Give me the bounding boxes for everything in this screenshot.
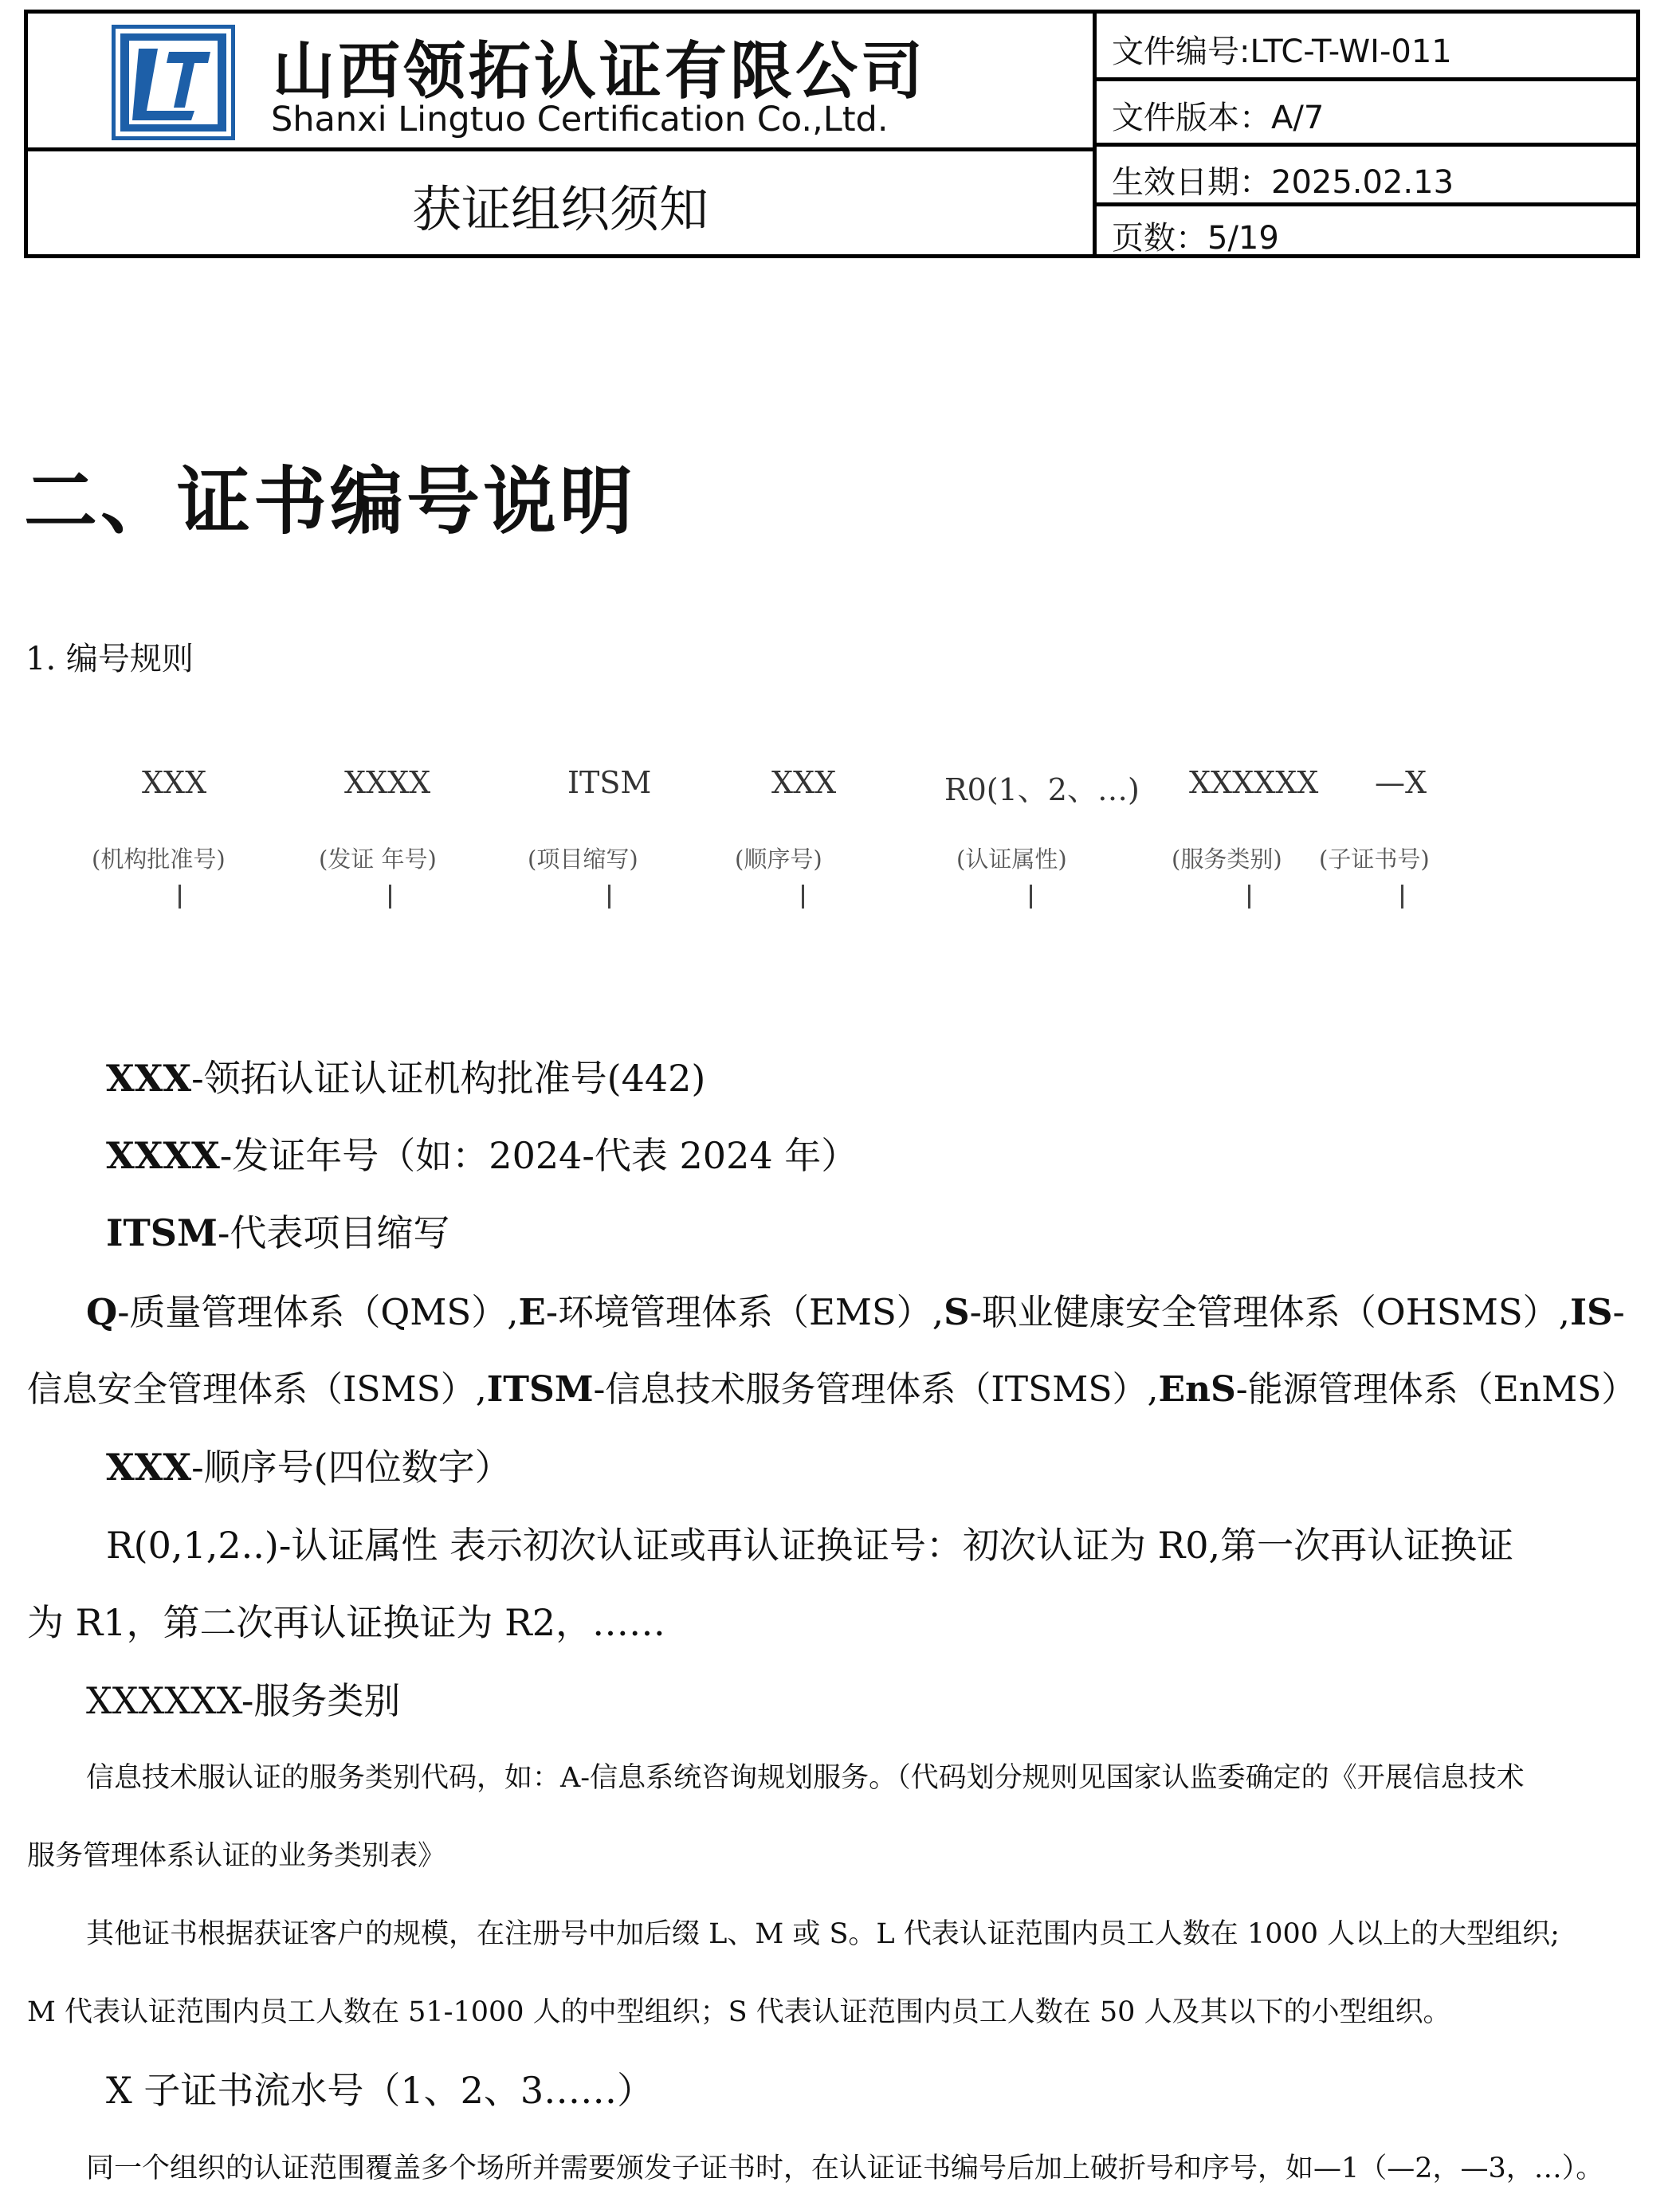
header-divider xyxy=(1093,202,1636,206)
code-term: Q xyxy=(86,1291,118,1333)
body-line: 其他证书根据获证客户的规模，在注册号中加后缀 L、M 或 S。L 代表认证范围内员工人数在 1000 人以上的大型组织; xyxy=(86,1918,1560,1950)
diagram-tick xyxy=(608,885,610,909)
body-text: -代表项目缩写 xyxy=(217,1211,450,1254)
code-term: XXX xyxy=(106,1057,192,1100)
company-name-cn: 山西领拓认证有限公司 xyxy=(273,35,927,108)
header-divider xyxy=(1093,14,1097,254)
body-line: XXXXXX-服务类别 xyxy=(86,1679,401,1722)
diagram-code: XXX xyxy=(142,765,207,800)
body-line xyxy=(106,1204,449,1257)
body-line: 信息技术服认证的服务类别代码，如：A-信息系统咨询规划服务。（代码划分规则见国家认监委确定的《开展信息技术 xyxy=(86,1762,1525,1794)
body-text: -信息技术服务管理体系（ITSMS）, xyxy=(593,1369,1159,1410)
body-text: -发证年号（如：2024-代表 2024 年） xyxy=(219,1134,858,1177)
body-text: -能源管理体系（EnMS） xyxy=(1235,1369,1637,1410)
code-term: S xyxy=(944,1291,970,1333)
section-title: 二、证书编号说明 xyxy=(24,458,637,544)
diagram-code: ITSM xyxy=(567,765,652,800)
diagram-tick xyxy=(1248,885,1250,909)
page-number: 页数：5/19 xyxy=(1112,220,1279,257)
header-divider xyxy=(28,147,1093,151)
body-line: R(0,1,2..)-认证属性 表示初次认证或再认证换证号：初次认证为 R0,第一次再认证换证 xyxy=(106,1524,1514,1567)
company-logo xyxy=(112,25,235,140)
doc-number: 文件编号:LTC-T-WI-011 xyxy=(1112,33,1452,70)
diagram-code: —X xyxy=(1375,765,1427,800)
diagram-tick xyxy=(802,885,804,909)
body-text: 信息安全管理体系（ISMS）, xyxy=(27,1369,487,1410)
body-text: -质量管理体系（QMS）, xyxy=(117,1291,519,1333)
body-line xyxy=(86,1283,1625,1335)
body-line: M 代表认证范围内员工人数在 51-1000 人的中型组织；S 代表认证范围内员工人数在 50 人及其以下的小型组织。 xyxy=(27,1996,1451,2028)
diagram-tick xyxy=(389,885,391,909)
document-header xyxy=(24,10,1640,258)
body-text: -领拓认证认证机构批准号(442) xyxy=(191,1057,706,1100)
code-term: XXXX xyxy=(106,1134,220,1177)
subheading: 1. 编号规则 xyxy=(26,641,194,677)
diagram-label: (项目缩写) xyxy=(528,846,638,873)
body-line xyxy=(106,1050,705,1102)
diagram-code: R0(1、2、…) xyxy=(944,772,1140,807)
code-term: ITSM xyxy=(106,1211,218,1254)
body-line xyxy=(106,1438,512,1491)
body-text: -环境管理体系（EMS）, xyxy=(545,1291,944,1333)
body-line: X 子证书流水号（1、2、3……） xyxy=(106,2069,654,2112)
header-divider xyxy=(1093,143,1636,147)
doc-version: 文件版本：A/7 xyxy=(1112,100,1325,136)
body-text: - xyxy=(1612,1291,1625,1333)
code-term: ITSM xyxy=(486,1369,594,1410)
body-text: -职业健康安全管理体系（OHSMS）, xyxy=(969,1291,1570,1333)
body-line: 同一个组织的认证范围覆盖多个场所并需要颁发子证书时，在认证证书编号后加上破折号和序号，如—1（—2，—3，…）。 xyxy=(86,2153,1604,2184)
diagram-label: (机构批准号) xyxy=(92,846,226,873)
diagram-code: XXX xyxy=(771,765,837,800)
diagram-code: XXXX xyxy=(344,765,431,800)
diagram-label: (发证 年号) xyxy=(319,846,437,873)
diagram-tick xyxy=(1030,885,1032,909)
body-line: 为 R1，第二次再认证换证为 R2，…… xyxy=(27,1601,666,1644)
body-line: 服务管理体系认证的业务类别表》 xyxy=(27,1840,446,1872)
numbering-diagram xyxy=(0,765,1680,932)
code-term: IS xyxy=(1569,1291,1613,1333)
body-text: -顺序号(四位数字） xyxy=(191,1446,512,1489)
diagram-label: (顺序号) xyxy=(735,846,822,873)
code-term: E xyxy=(518,1291,546,1333)
header-divider xyxy=(1093,77,1636,81)
diagram-code: XXXXXX xyxy=(1189,765,1319,800)
code-term: XXX xyxy=(106,1446,192,1489)
code-term: EnS xyxy=(1158,1369,1236,1410)
effective-date: 生效日期：2025.02.13 xyxy=(1112,164,1454,201)
diagram-tick xyxy=(1401,885,1403,909)
body-line xyxy=(106,1127,858,1179)
company-name-en: Shanxi Lingtuo Certification Co.,Ltd. xyxy=(271,100,889,139)
body-line xyxy=(27,1360,1636,1411)
diagram-label: (认证属性) xyxy=(956,846,1067,873)
document-title: 获证组织须知 xyxy=(411,180,709,238)
diagram-tick xyxy=(179,885,181,909)
diagram-label: (服务类别) xyxy=(1172,846,1282,873)
diagram-label: (子证书号) xyxy=(1319,846,1430,873)
